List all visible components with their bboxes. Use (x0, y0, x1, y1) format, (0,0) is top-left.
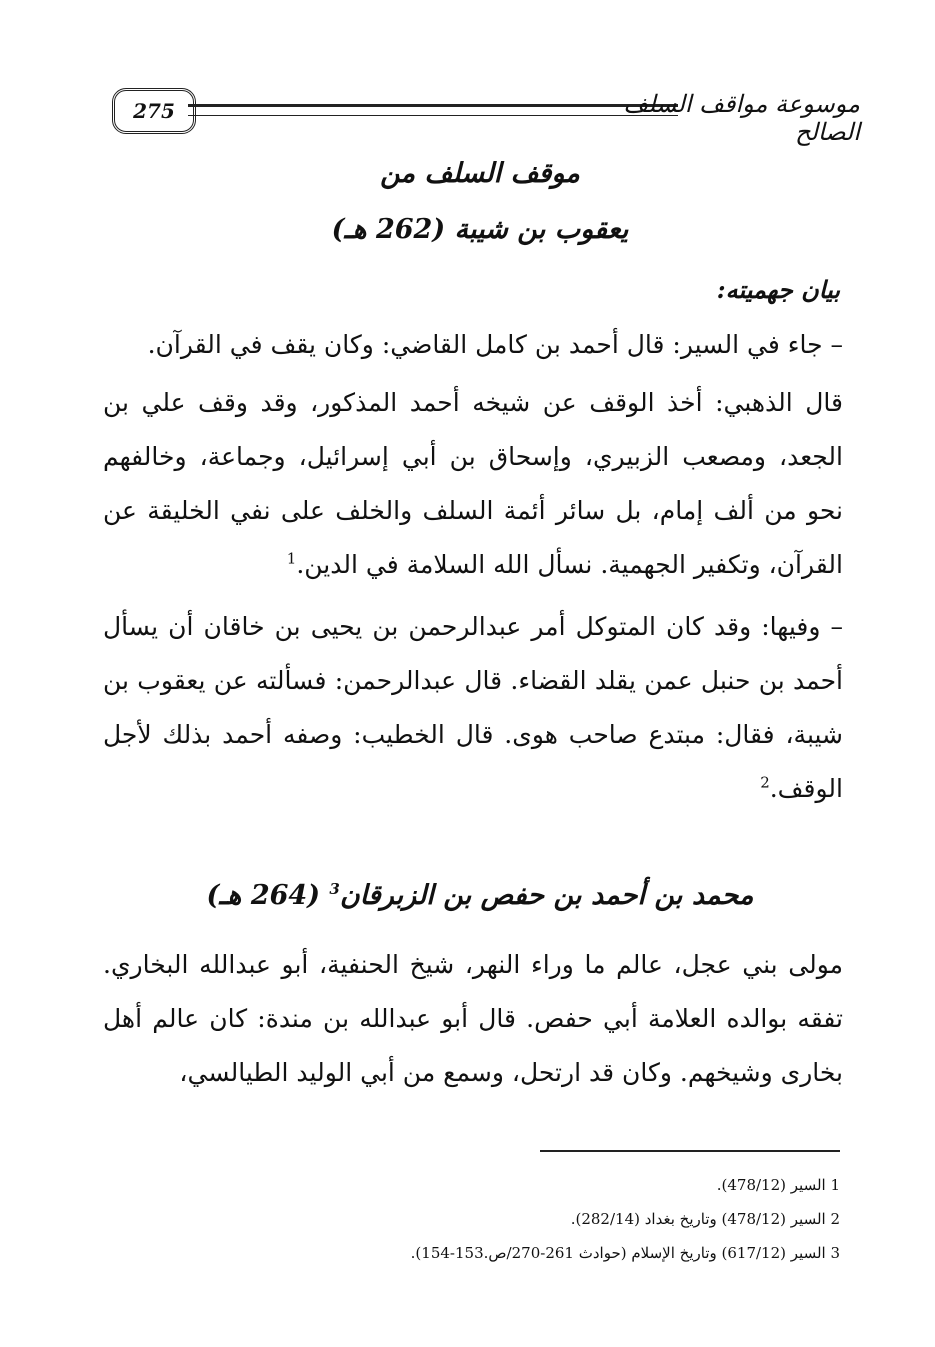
footnote-3: 3 السير (617/12) وتاريخ الإسلام (حوادث 261-270/ص.153-154). (410, 1244, 840, 1262)
section-title: موقف السلف من (380, 158, 580, 189)
footnote-ref-2: 2 (760, 773, 770, 792)
footnote-ref-3: 3 (329, 880, 340, 898)
paragraph-2-text: قال الذهبي: أخذ الوقف عن شيخه أحمد المذكور، وقد وقف علي بن الجعد، ومصعب الزبيري، وإسحاق بن أبي إسرائيل، وجماعة، وخالفهم نحو من ألف إمام، بل سائر أئمة السلف والخلف على نفي الخليقة عن القرآن، وتكفير الجهمية. نسأل الله السلامة في الدين. (103, 388, 843, 579)
series-title: موسوعة مواقف السلف الصالح (623, 90, 860, 146)
footnote-ref-1: 1 (286, 549, 297, 568)
paragraph-1-text: – جاء في السير: قال أحمد بن كامل القاضي: وكان يقف في القرآن. (147, 330, 843, 359)
page-number-badge (112, 88, 196, 134)
subheading: بيان جهميته: (716, 275, 840, 304)
running-header (100, 70, 860, 150)
paragraph-1 (103, 318, 843, 372)
footnote-2: 2 السير (478/12) وتاريخ بغداد (282/14). (570, 1210, 840, 1228)
page-number: 275 (133, 99, 175, 123)
paragraph-4-text: مولى بني عجل، عالم ما وراء النهر، شيخ الحنفية، أبو عبدالله البخاري. تفقه بوالده العلامة أبي حفص. قال أبو عبدالله بن مندة: كان عالم أهل بخارى وشيخهم. وكان قد ارتحل، وسمع من أبي الوليد الطيالسي، (103, 950, 843, 1087)
section-2-name: محمد بن أحمد بن حفص بن الزبرقان (339, 880, 754, 911)
footnote-rule (540, 1150, 840, 1152)
paragraph-3 (103, 600, 843, 816)
footnotes (300, 1168, 840, 1270)
paragraph-2 (103, 376, 843, 592)
paragraph-3-text: – وفيها: وقد كان المتوكل أمر عبدالرحمن بن يحيى بن خاقان أن يسأل أحمد بن حنبل عمن يقلد القضاء. قال عبدالرحمن: فسألته عن يعقوب بن شيبة، فقال: مبتدع صاحب هوى. قال الخطيب: وصفه أحمد بذلك لأجل الوقف. (103, 612, 843, 803)
footnote-1: 1 السير (478/12). (716, 1176, 840, 1194)
paragraph-4 (103, 938, 843, 1100)
section-subtitle: يعقوب بن شيبة (262 هـ) (331, 214, 629, 245)
section-2-date: (264 هـ) (206, 880, 320, 911)
section-2-title (120, 880, 840, 911)
